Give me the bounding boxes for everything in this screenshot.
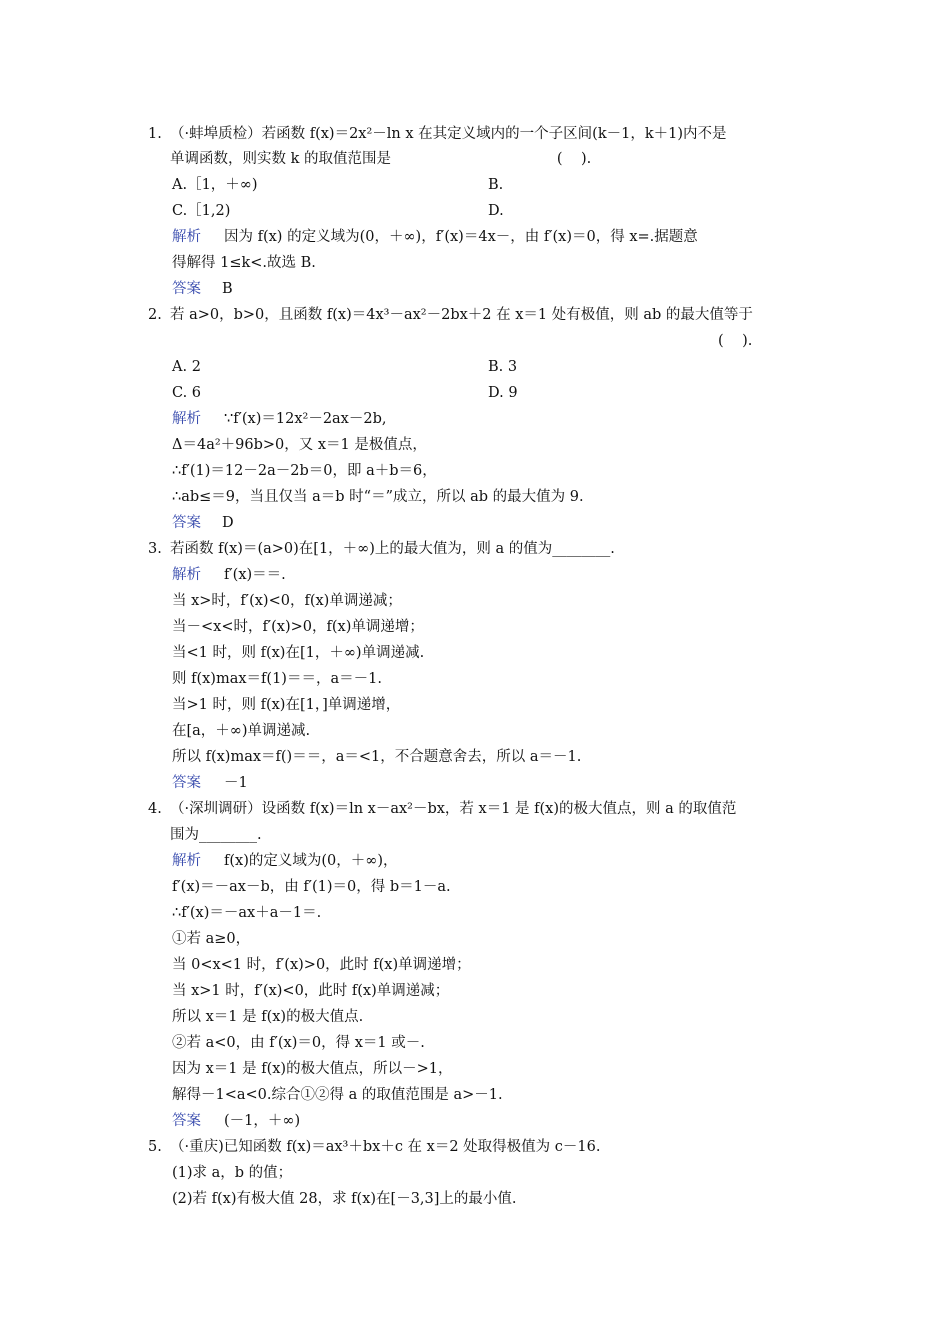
problem-2-analysis-line-1: ∵f′(x)＝12x²－2ax－2b,: [224, 411, 387, 427]
problem-2-stem-line-1: 若 a>0，b>0，且函数 f(x)＝4x³－ax²－2bx＋2 在 x＝1 处有极值，则 ab 的最大值等于: [170, 307, 753, 323]
problem-4-analysis-line-4: ①若 a≥0，: [172, 931, 251, 947]
problem-4-analysis-line-8: ②若 a<0，由 f′(x)＝0，得 x＝1 或－.: [172, 1035, 425, 1051]
problem-4-analysis-label: 解析: [172, 853, 201, 869]
problem-1-option-c: C.［1,2): [172, 203, 231, 219]
problem-1-answer-label: 答案: [172, 281, 201, 297]
problem-4-analysis-line-5: 当 0<x<1 时，f′(x)>0，此时 f(x)单调递增；: [172, 957, 471, 973]
problem-5-stem-line-1: （·重庆)已知函数 f(x)＝ax³＋bx＋c 在 x＝2 处取得极值为 c－16.: [170, 1139, 601, 1155]
problem-4-analysis-line-1: f(x)的定义域为(0，＋∞)，: [224, 853, 398, 869]
problem-3-analysis-line-4: 当<1 时，则 f(x)在[1，＋∞)单调递减.: [172, 645, 425, 661]
problem-3-analysis-line-1: f′(x)＝＝.: [224, 567, 286, 583]
problem-2-option-b: B. 3: [488, 359, 518, 375]
problem-1-stem-line-2: 单调函数，则实数 k 的取值范围是 ( ).: [170, 151, 592, 167]
problem-5-part-2: (2)若 f(x)有极大值 28，求 f(x)在[－3,3]上的最小值.: [172, 1191, 517, 1207]
problem-3-stem-line-1: 若函数 f(x)＝(a>0)在[1，＋∞)上的最大值为，则 a 的值为________.: [170, 541, 615, 557]
problem-3-analysis-line-8: 所以 f(x)max＝f()＝＝，a＝<1，不合题意舍去，所以 a＝－1.: [172, 749, 582, 765]
problem-4-answer: (－1，＋∞): [224, 1113, 301, 1129]
problem-1-analysis-line-2: 得解得 1≤k<.故选 B.: [172, 255, 316, 271]
problem-4-analysis-line-7: 所以 x＝1 是 f(x)的极大值点.: [172, 1009, 364, 1025]
problem-2-number: 2.: [148, 307, 162, 323]
problem-2-option-d: D. 9: [488, 385, 518, 401]
problem-2-analysis-line-3: ∴f′(1)＝12－2a－2b＝0，即 a＋b＝6，: [172, 463, 437, 479]
problem-1-analysis-line-1: 因为 f(x) 的定义域为(0，＋∞)，f′(x)＝4x－，由 f′(x)＝0，得 x=.据题意: [224, 229, 698, 245]
problem-1-option-b: B.: [488, 177, 504, 193]
problem-3-analysis-line-5: 则 f(x)max＝f(1)＝＝，a＝－1.: [172, 671, 382, 687]
problem-1-analysis-label: 解析: [172, 229, 201, 245]
problem-3-answer: －1: [224, 775, 248, 791]
problem-4-analysis-line-6: 当 x>1 时，f′(x)<0，此时 f(x)单调递减；: [172, 983, 450, 999]
problem-4-answer-label: 答案: [172, 1113, 201, 1129]
problem-4-analysis-line-10: 解得－1<a<0.综合①②得 a 的取值范围是 a>－1.: [172, 1087, 503, 1103]
problem-3-analysis-label: 解析: [172, 567, 201, 583]
problem-2-analysis-line-2: Δ＝4a²＋96b>0，又 x＝1 是极值点，: [172, 437, 427, 453]
problem-3-analysis-line-3: 当－<x<时，f′(x)>0，f(x)单调递增；: [172, 619, 424, 635]
problem-1-option-a: A.［1，＋∞): [172, 177, 258, 193]
problem-4-stem-line-1: （·深圳调研）设函数 f(x)＝ln x－ax²－bx，若 x＝1 是 f(x)的极大值点，则 a 的取值范: [170, 801, 737, 817]
problem-3-analysis-line-6: 当>1 时，则 f(x)在[1，]单调递增，: [172, 697, 401, 713]
problem-4-analysis-line-3: ∴f′(x)＝－ax＋a－1＝.: [172, 905, 322, 921]
problem-2-answer-label: 答案: [172, 515, 201, 531]
problem-2-analysis-line-4: ∴ab≤＝9，当且仅当 a＝b 时“＝”成立，所以 ab 的最大值为 9.: [172, 489, 584, 505]
problem-3-analysis-line-2: 当 x>时，f′(x)<0，f(x)单调递减；: [172, 593, 402, 609]
problem-4-analysis-line-2: f′(x)＝－ax－b，由 f′(1)＝0，得 b＝1－a.: [172, 879, 451, 895]
problem-4-stem-line-2: 围为________.: [170, 827, 262, 843]
problem-3-analysis-line-7: 在[a，＋∞)单调递减.: [172, 723, 311, 739]
problem-1-option-d: D.: [488, 203, 504, 219]
problem-4-analysis-line-9: 因为 x＝1 是 f(x)的极大值点，所以－>1，: [172, 1061, 453, 1077]
problem-1-stem-line-1: （·蚌埠质检）若函数 f(x)＝2x²－ln x 在其定义域内的一个子区间(k－1，k＋1)内不是: [170, 126, 727, 142]
problem-2-option-c: C. 6: [172, 385, 202, 401]
problem-5-number: 5.: [148, 1139, 162, 1155]
problem-1-answer: B: [222, 281, 233, 297]
problem-2-option-a: A. 2: [172, 359, 201, 375]
problem-2-answer: D: [222, 515, 234, 531]
problem-1-number: 1.: [148, 126, 162, 142]
problem-3-number: 3.: [148, 541, 162, 557]
problem-4-number: 4.: [148, 801, 162, 817]
problem-2-stem-line-2: ( ).: [718, 333, 753, 349]
problem-2-analysis-label: 解析: [172, 411, 201, 427]
problem-3-answer-label: 答案: [172, 775, 201, 791]
problem-5-part-1: (1)求 a，b 的值；: [172, 1165, 293, 1181]
